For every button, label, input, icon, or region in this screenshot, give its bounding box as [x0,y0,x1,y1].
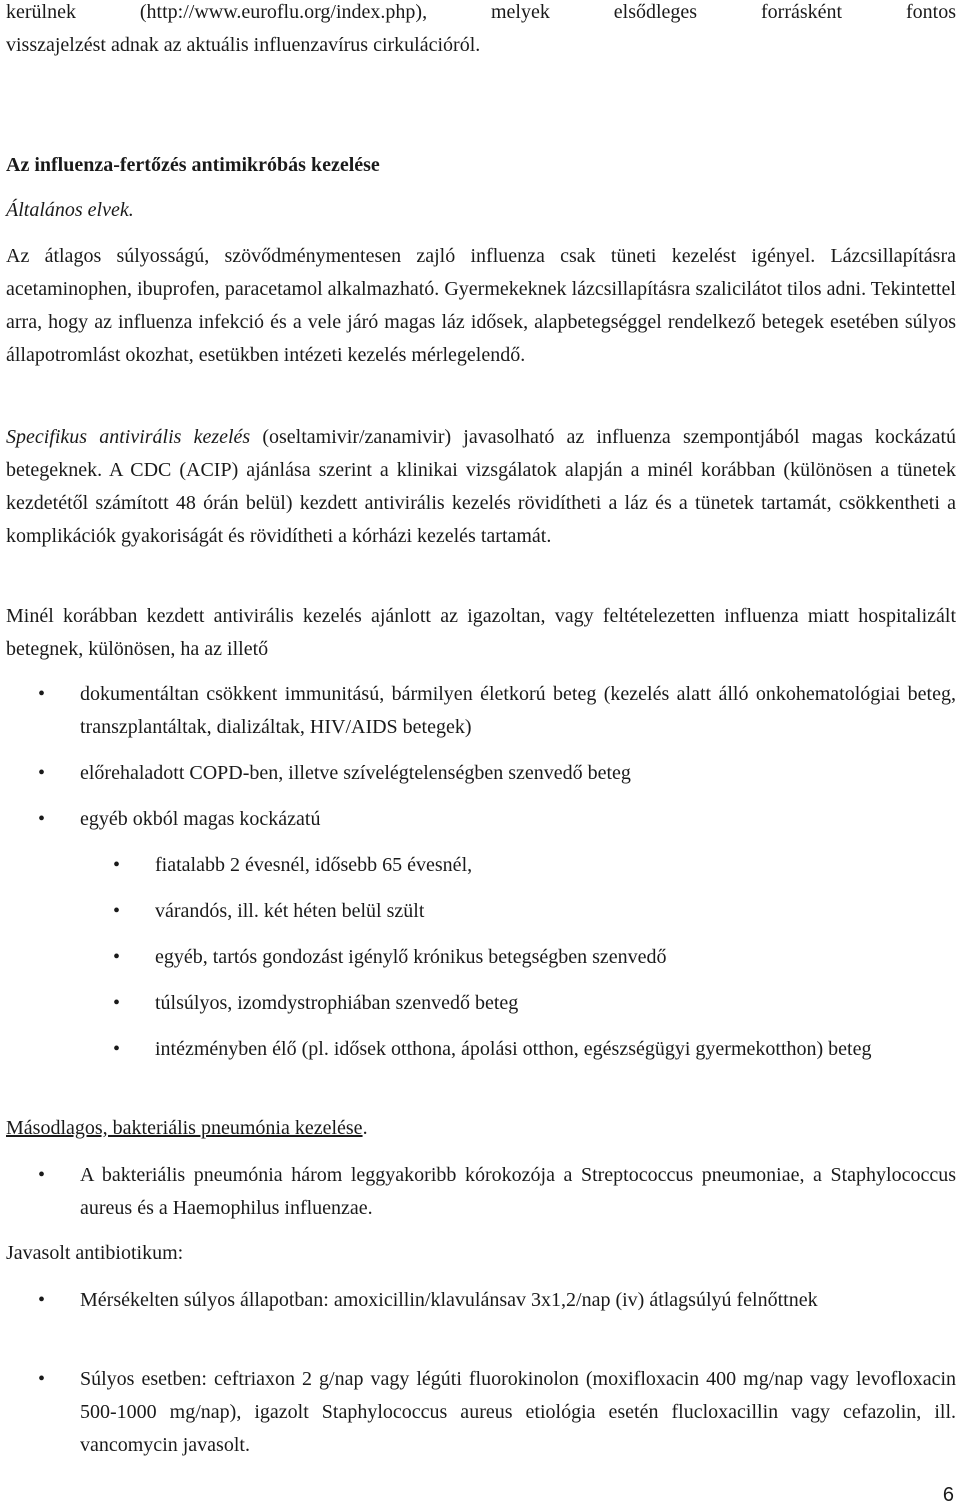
sublist-item [113,987,956,1020]
bullet-icon: • [38,1368,46,1390]
section-title: Az influenza-fertőzés antimikróbás kezelése [6,154,380,176]
sublist-item [113,1033,956,1066]
section2-title [6,1112,956,1145]
bullet-icon: • [113,946,121,968]
bullet-icon: • [38,1164,46,1186]
bullet-icon: • [113,992,121,1014]
intro-line-1: kerülnek (http://www.euroflu.org/index.php), melyek elsődleges forrásként fontos [6,1,956,23]
sublist-item-text: túlsúlyos, izomdystrophiában szenvedő beteg [155,992,519,1014]
bullet-icon: • [38,1289,46,1311]
list-item [38,1363,956,1462]
list-item [38,678,956,744]
list-item [38,1159,956,1225]
paragraph-hospitalized: Minél korábban kezdett antivirális kezelés ajánlott az igazoltan, vagy feltételezetten influenza miatt hospitalizált betegnek, különösen, ha az illető [6,605,956,660]
page-number: 6 [942,1484,954,1506]
list-item-text: Súlyos esetben: ceftriaxon 2 g/nap vagy légúti fluorokinolon (moxifloxacin 400 mg/nap vagy levofloxacin 500-1000 mg/nap), igazolt Staphylococcus aureus etiológia esetén flucloxacillin vagy cefazolin, ill. vancomycin javasolt. [80,1368,956,1456]
sublist-item-text: egyéb, tartós gondozást igénylő krónikus betegségben szenvedő [155,946,667,968]
bullet-icon: • [113,854,121,876]
bullet-icon: • [38,683,46,705]
subtitle: Általános elvek. [6,199,134,221]
bullet-icon: • [38,808,46,830]
list-item-text: Mérsékelten súlyos állapotban: amoxicillin/klavulánsav 3x1,2/nap (iv) átlagsúlyú felnőttnek [80,1289,818,1311]
list-item [38,803,956,836]
sublist-item-text: intézményben élő (pl. idősek otthona, ápolási otthon, egészségügyi gyermekotthon) beteg [155,1038,872,1060]
bullet-icon: • [113,900,121,922]
paragraph-antiviral [6,421,956,553]
list-item [38,757,956,790]
antiviral-text: (oseltamivir/zanamivir) javasolható az influenza szempontjából magas kockázatú betegeknek. A CDC (ACIP) ajánlása szerint a klinikai vizsgálatok alapján a minél korábban (különösen a tünetek kezdetétől számított 48 órán belül) kezdett antivirális kezelés rövidítheti a láz és a tünetek tartamát, csökkentheti a komplikációk gyakoriságát és rövidítheti a kórházi kezelés tartamát. [6,426,957,547]
sublist-item [113,895,956,928]
antibiotics-label: Javasolt antibiotikum: [6,1242,184,1264]
sublist-item-text: várandós, ill. két héten belül szült [155,900,425,922]
paragraph-symptomatic: Az átlagos súlyosságú, szövődménymentesen zajló influenza csak tüneti kezelést igényel. Lázcsillapításra acetaminophen, ibuprofen, paracetamol alkalmazható. Gyermekeknek lázcsillapításra szalicilátot tilos adni. Tekintettel arra, hogy az influenza infekció és a vele járó magas láz idősek, alapbetegséggel rendelkező betegek esetében súlyos állapotromlást okozhat, esetükben intézeti kezelés mérlegelendő. [6,245,956,366]
list-item-text: dokumentáltan csökkent immunitású, bármilyen életkorú beteg (kezelés alatt álló onkohematológiai beteg, transzplantáltak, dializáltak, HIV/AIDS betegek) [80,683,956,738]
bullet-icon: • [38,762,46,784]
bullet-icon: • [113,1038,121,1060]
antiviral-emphasis: Specifikus antivirális kezelés [6,426,251,448]
section2-title-text: Másodlagos, bakteriális pneumónia kezelése [6,1117,363,1139]
list-item-text: A bakteriális pneumónia három leggyakoribb kórokozója a Streptococcus pneumoniae, a Staphylococcus aureus és a Haemophilus influenzae. [80,1164,956,1219]
sublist-item-text: fiatalabb 2 évesnél, idősebb 65 évesnél, [155,854,473,876]
sublist-item [113,849,956,882]
list-item-text: előrehaladott COPD-ben, illetve szívelégtelenségben szenvedő beteg [80,762,631,784]
list-item-text: egyéb okból magas kockázatú [80,808,321,830]
list-item [38,1284,956,1317]
intro-line-2: visszajelzést adnak az aktuális influenzavírus cirkulációról. [6,34,481,56]
sublist-item [113,941,956,974]
section2-title-period: . [362,1117,368,1139]
